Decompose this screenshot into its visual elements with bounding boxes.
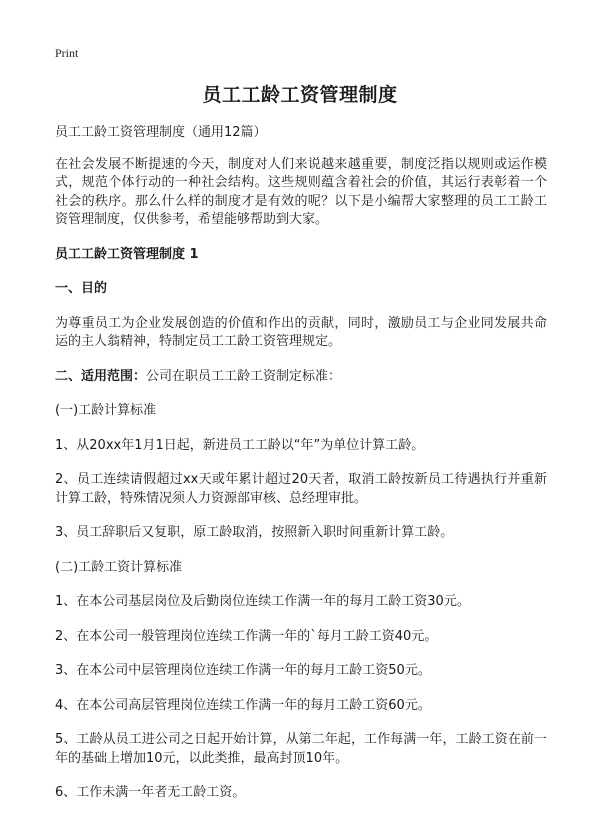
list-item: 5、工龄从员工进公司之日起开始计算，从第二年起，工作每满一年，工龄工资在前一年的基础上增加10元，以此类推，最高封顶10年。 bbox=[55, 732, 547, 766]
scope-text: 公司在职员工工龄工资制定标准： bbox=[146, 368, 342, 384]
intro-paragraph: 在社会发展不断提速的今天，制度对人们来说越来越重要，制度泛指以规则或运作模式，规范个体行动的一种社会结构。这些规则蕴含着社会的价值，其运行表彰着一个社会的秩序。那么什么样的制度才是有效的呢？以下是小编帮大家整理的员工工龄工资管理制度，仅供参考，希望能够帮助到大家。 bbox=[55, 156, 547, 227]
list-item: 1、在本公司基层岗位及后勤岗位连续工作满一年的每月工龄工资30元。 bbox=[55, 594, 470, 609]
list-item: 4、在本公司高层管理岗位连续工作满一年的每月工龄工资60元。 bbox=[55, 697, 431, 713]
list-item: 2、员工连续请假超过xx天或年累计超过20天者，取消工龄按新员工待遇执行并重新计算工龄，特殊情况须人力资源部审核、总经理审批。 bbox=[55, 472, 547, 506]
page-title: 员工工龄工资管理制度 bbox=[202, 84, 398, 106]
print-link[interactable]: Print bbox=[55, 46, 79, 60]
list-item: 2、在本公司一般管理岗位连续工作满一年的`每月工龄工资40元。 bbox=[55, 628, 438, 644]
heading-purpose: 一、目的 bbox=[55, 281, 108, 296]
section-title: 员工工龄工资管理制度 1 bbox=[55, 246, 199, 262]
purpose-paragraph: 为尊重员工为企业发展创造的价值和作出的贡献，同时，激励员工与企业同发展共命运的主人翁精神，特制定员工工龄工资管理规定。 bbox=[55, 315, 547, 349]
document-body bbox=[55, 124, 547, 819]
list-item: 1、从20xx年1月1日起，新进员工工龄以“年”为单位计算工龄。 bbox=[55, 437, 425, 453]
list-item: 3、员工辞职后又复职，原工龄取消，按照新入职时间重新计算工龄。 bbox=[55, 525, 454, 540]
document-subtitle: 员工工龄工资管理制度（通用12篇） bbox=[55, 125, 267, 140]
scope-label: 二、适用范围： bbox=[55, 368, 147, 384]
sub1-title: (一)工龄计算标准 bbox=[55, 403, 157, 418]
list-item: 3、在本公司中层管理岗位连续工作满一年的每月工龄工资50元。 bbox=[55, 663, 431, 678]
scope-paragraph bbox=[55, 368, 547, 387]
list-item: 6、工作未满一年者无工龄工资。 bbox=[55, 785, 246, 800]
sub2-title: (二)工龄工资计算标准 bbox=[55, 559, 183, 575]
